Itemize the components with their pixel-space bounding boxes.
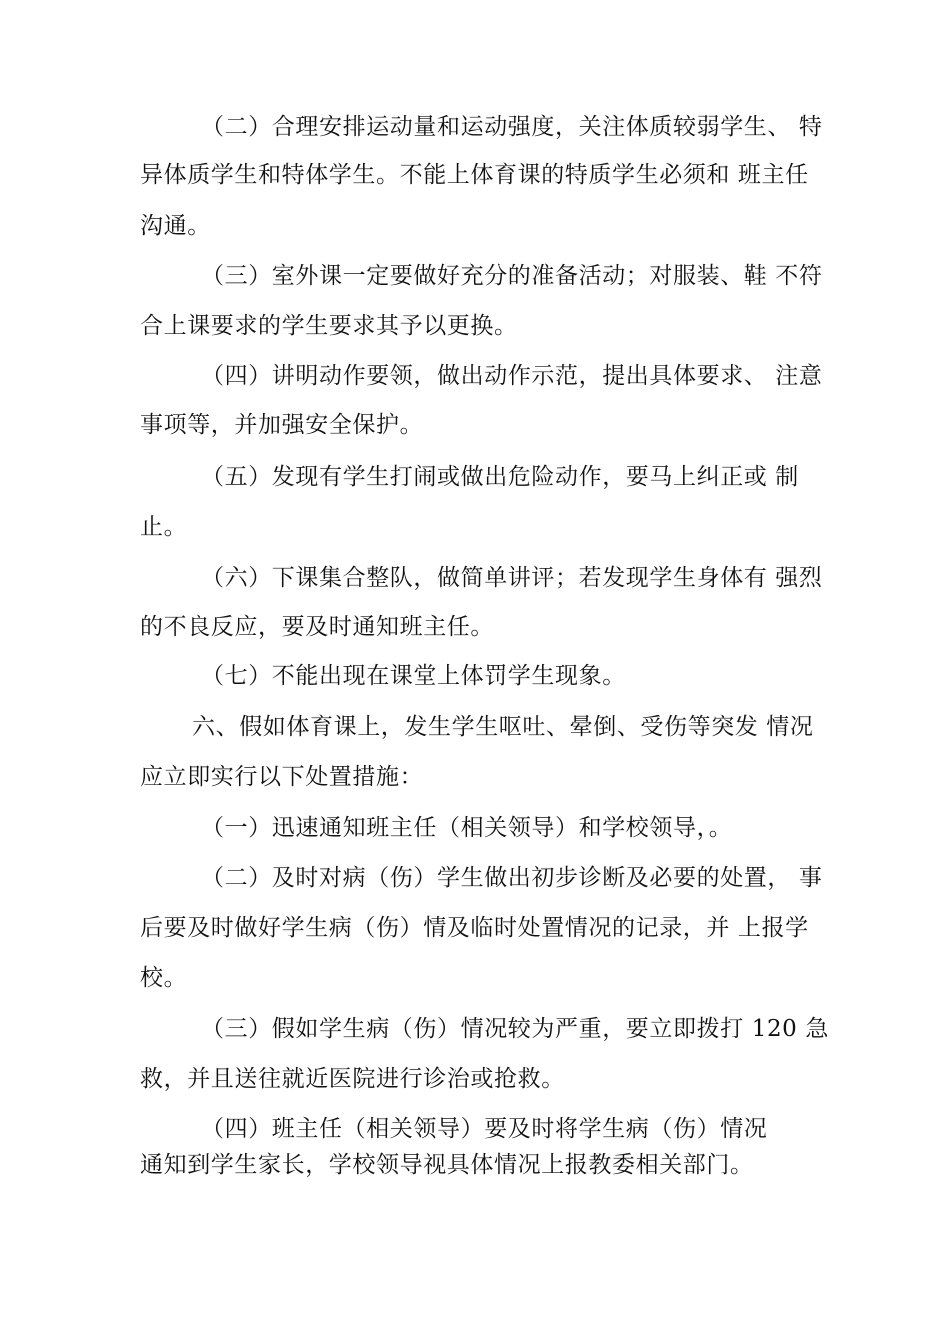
paragraph-line: （一）迅速通知班主任（相关领导）和学校领导，。 (201, 815, 733, 841)
section-heading-line: 六、假如体育课上，发生学生呕吐、晕倒、受伤等突发 情况 (192, 714, 814, 740)
paragraph-line: 的不良反应，要及时通知班主任。 (140, 614, 494, 640)
paragraph-line: （四）讲明动作要领，做出动作示范，提出具体要求、 注意 (201, 363, 823, 389)
paragraph-line: 通知到学生家长，学校领导视具体情况上报教委相关部门。 (140, 1152, 754, 1178)
paragraph-line: 合上课要求的学生要求其予以更换。 (140, 313, 518, 339)
paragraph-line: 校。 (140, 965, 188, 991)
paragraph-line: （二）合理安排运动量和运动强度，关注体质较弱学生、 特 (201, 114, 823, 140)
paragraph-line: （三）假如学生病（伤）情况较为严重，要立即拨打 120 急 (201, 1016, 829, 1042)
paragraph-line: 后要及时做好学生病（伤）情及临时处置情况的记录，并 上报学 (140, 915, 809, 941)
paragraph-line: （二）及时对病（伤）学生做出初步诊断及必要的处置， 事 (201, 865, 823, 891)
paragraph-line: 异体质学生和特体学生。不能上体育课的特质学生必须和 班主任 (140, 162, 809, 188)
paragraph-line: （七）不能出现在课堂上体罚学生现象。 (201, 663, 626, 689)
paragraph-line: （四）班主任（相关领导）要及时将学生病（伤）情况 (201, 1116, 768, 1142)
paragraph-line: 止。 (140, 514, 188, 540)
paragraph-line: 事项等，并加强安全保护。 (140, 412, 424, 438)
paragraph-line: 救，并且送往就近医院进行诊治或抢救。 (140, 1066, 565, 1092)
paragraph-line: （五）发现有学生打闹或做出危险动作，要马上纠正或 制 (201, 464, 799, 490)
paragraph-line: （六）下课集合整队，做简单讲评；若发现学生身体有 强烈 (201, 565, 823, 591)
paragraph-line: 应立即实行以下处置措施： (140, 764, 424, 790)
paragraph-line: （三）室外课一定要做好充分的准备活动；对服装、鞋 不符 (201, 263, 823, 289)
paragraph-line: 沟通。 (140, 213, 211, 239)
